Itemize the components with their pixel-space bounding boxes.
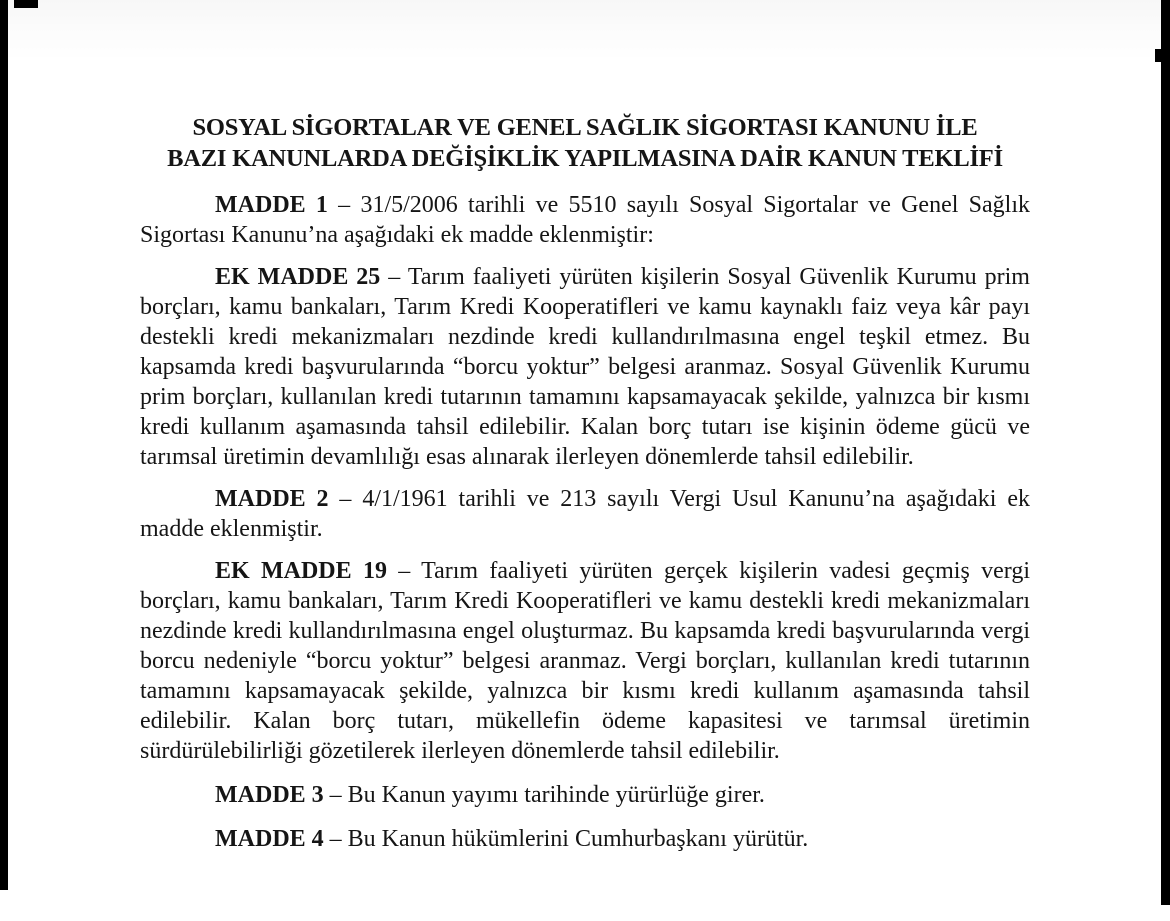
paragraph-madde-4: [140, 824, 1030, 854]
madde-3-label: MADDE 3: [215, 782, 324, 808]
ek-madde-25-label: EK MADDE 25: [215, 264, 381, 290]
paragraph-madde-2: [140, 484, 1030, 544]
paragraph-ek-madde-25: [140, 262, 1030, 472]
scan-edge-right: [1161, 0, 1170, 905]
scan-notch-top-left: [14, 0, 38, 8]
ek-madde-19-text: – Tarım faaliyeti yürüten gerçek kişilerin vadesi geçmiş vergi borçları, kamu bankaları, Tarım Kredi Kooperatifleri ve kamu destekli kredi mekanizmaları nezdinde kredi kullandırılmasına engel oluşturmaz. Bu kapsamda kredi başvurularında vergi borcu nedeniyle “borcu yoktur” belgesi aranmaz. Vergi borçları, kullanılan kredi tutarının tamamını kapsamayacak şekilde, yalnızca bir kısmı kredi kullanım aşamasında tahsil edilebilir. Kalan borç tutarı, mükellefin ödeme kapasitesi ve tarımsal üretimin sürdürülebilirliği gözetilerek ilerleyen dönemlerde tahsil edilebilir.: [140, 558, 1030, 764]
ek-madde-25-text: – Tarım faaliyeti yürüten kişilerin Sosyal Güvenlik Kurumu prim borçları, kamu bankaları, Tarım Kredi Kooperatifleri ve kamu kaynaklı faiz veya kâr payı destekli kredi mekanizmaları nezdinde kredi kullandırılmasına engel teşkil etmez. Bu kapsamda kredi başvurularında “borcu yoktur” belgesi aranmaz. Sosyal Güvenlik Kurumu prim borçları, kullanılan kredi tutarının tamamını kapsamayacak şekilde, yalnızca bir kısmı kredi kullanım aşamasında tahsil edilebilir. Kalan borç tutarı ise kişinin ödeme gücü ve tarımsal üretimin devamlılığı esas alınarak ilerleyen dönemlerde tahsil edilebilir.: [140, 264, 1030, 470]
madde-1-label: MADDE 1: [215, 192, 328, 218]
madde-2-label: MADDE 2: [215, 486, 329, 512]
scan-artifact-top: [8, 0, 1161, 62]
paragraph-madde-3: [140, 780, 1030, 810]
scan-edge-left: [0, 0, 8, 890]
paragraph-madde-1: [140, 190, 1030, 250]
document-title: [140, 112, 1030, 174]
title-line-1: SOSYAL SİGORTALAR VE GENEL SAĞLIK SİGORTASI KANUNU İLE: [192, 114, 978, 141]
document-body: [140, 112, 1030, 854]
madde-1-text: – 31/5/2006 tarihli ve 5510 sayılı Sosyal Sigortalar ve Genel Sağlık Sigortası Kanunu’na aşağıdaki ek madde eklenmiştir:: [140, 192, 1030, 248]
paragraph-ek-madde-19: [140, 556, 1030, 766]
madde-3-text: – Bu Kanun yayımı tarihinde yürürlüğe girer.: [323, 782, 765, 808]
title-line-2: BAZI KANUNLARDA DEĞİŞİKLİK YAPILMASINA DAİR KANUN TEKLİFİ: [167, 145, 1003, 172]
madde-2-text: – 4/1/1961 tarihli ve 213 sayılı Vergi Usul Kanunu’na aşağıdaki ek madde eklenmiştir.: [140, 486, 1031, 542]
ek-madde-19-label: EK MADDE 19: [215, 558, 387, 584]
scan-notch-right: [1155, 49, 1161, 62]
madde-4-text: – Bu Kanun hükümlerini Cumhurbaşkanı yürütür.: [323, 826, 809, 852]
madde-4-label: MADDE 4: [215, 826, 324, 852]
